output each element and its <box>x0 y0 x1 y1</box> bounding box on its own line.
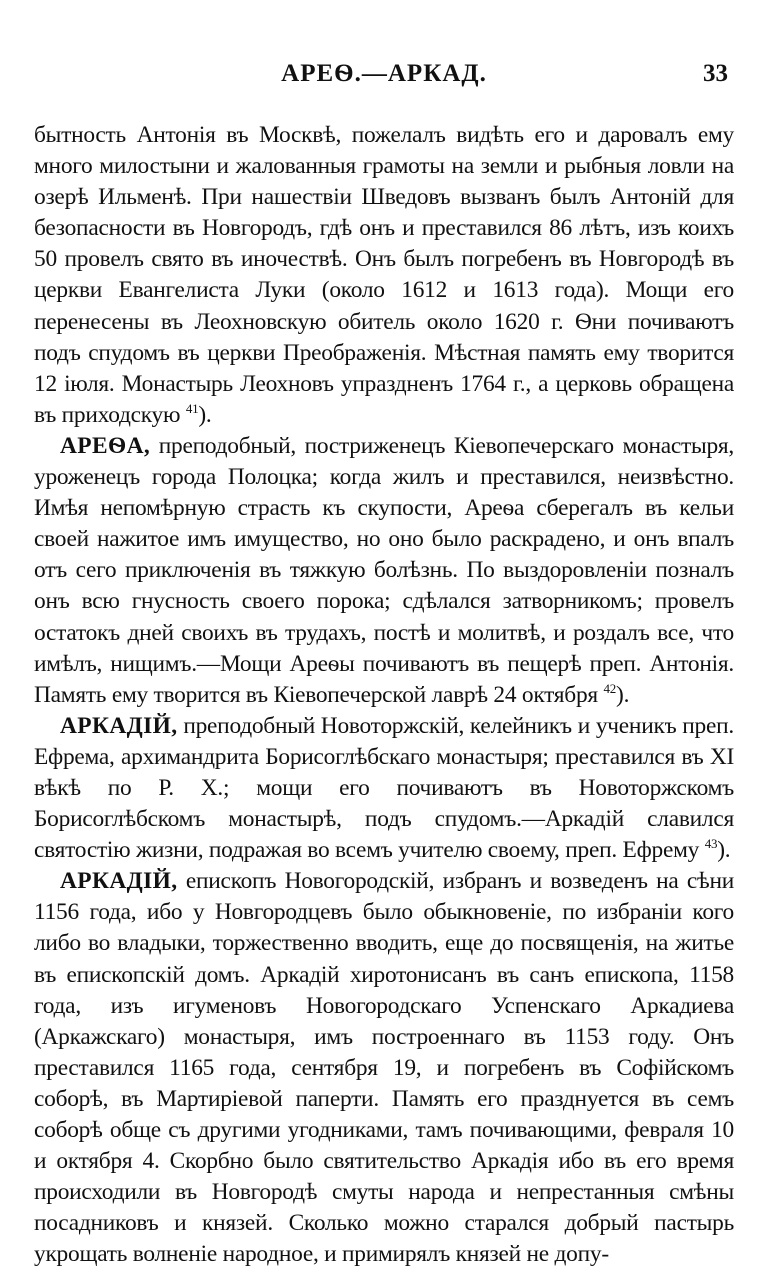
entry-headword: АРЕѲА, <box>60 432 151 459</box>
entry-headword: АРКАДІЙ, <box>60 712 178 739</box>
page-header <box>34 60 734 100</box>
entry-arefa <box>34 431 734 711</box>
entry-arkadiy-novotorzhsky <box>34 711 734 866</box>
footnote-ref: 41 <box>185 401 199 417</box>
running-title: АРЕѲ.—АРКАД. <box>281 60 487 87</box>
entry-tail: ). <box>198 401 212 428</box>
entry-text: преподобный Новоторжскій, келейникъ и ученикъ преп. Ефрема, архимандрита Борисоглѣбскаго монастыря; преставился въ XI вѣкѣ по Р. Х.; мощи его почиваютъ въ Новоторжскомъ Борисоглѣбскомъ монастырѣ, подъ спудомъ.—Аркадій славился святостію жизни, подражая во всемъ учителю своему, преп. Ефрему <box>34 712 734 864</box>
entry-arkadiy-bishop <box>34 866 734 1270</box>
entry-tail: ). <box>717 837 731 864</box>
entry-headword: АРКАДІЙ, <box>60 868 178 895</box>
footnote-ref: 42 <box>603 680 617 696</box>
entry-text: преподобный, постриженецъ Кіевопечерскаго монастыря, уроженецъ города Полоцка; когда жилъ и преставился, неизвѣстно. Имѣя непомѣрную страсть къ скупости, Ареѳа сберегалъ въ кельи своей нажитое имъ имущество, но оно было раскрадено, и онъ впалъ отъ сего приключенія въ тяжкую болѣзнь. По выздоровленіи позналъ онъ всю гнусность своего порока; сдѣлался затворникомъ; провелъ остатокъ дней своихъ въ трудахъ, постѣ и молитвѣ, и роздалъ все, что имѣлъ, нищимъ.—Мощи Ареѳы почиваютъ въ пещерѣ преп. Антонія. Память ему творится въ Кіевопечерской лаврѣ 24 октября <box>34 432 734 708</box>
entry-text: епископъ Новогородскій, избранъ и возведенъ на сѣни 1156 года, ибо у Новгородцевъ было обыкновеніе, по избраніи кого либо во владыки, торжественно вводить, еще до посвященія, на житье въ епископскій домъ. Аркадій хиротонисанъ въ санъ епископа, 1158 года, изъ игуменовъ Новогородскаго Успенскаго Аркадиева (Аркажскаго) монастыря, имъ построеннаго въ 1153 году. Онъ преставился 1165 года, сентября 19, и погребенъ въ Софійскомъ соборѣ, въ Мартиріевой паперти. Память его празднуется въ семъ соборѣ обще съ другими угодниками, тамъ почивающими, февраля 10 и октября 4. Скорбно было святительство Аркадія ибо въ его время происходили въ Новгородѣ смуты народа и непрестанныя смѣны посадниковъ и князей. Сколько можно старался добрый пастырь укрощать волненіе народное, и примирялъ князей не допу- <box>34 868 734 1268</box>
entry-tail: ). <box>616 681 630 708</box>
entry-text: бытность Антонія въ Москвѣ, пожелалъ видѣть его и даровалъ ему много милостыни и жалованныя грамоты на земли и рыбныя ловли на озерѣ Ильменѣ. При нашествіи Шведовъ вызванъ былъ Антоній для безопасности въ Новгородъ, гдѣ онъ и преставился 86 лѣтъ, изъ коихъ 50 провелъ свято въ иночествѣ. Онъ былъ погребенъ въ Новгородѣ въ церкви Евангелиста Луки (около 1612 и 1613 года). Мощи его перенесены въ Леохновскую обитель около 1620 г. Ѳни почиваютъ подъ спудомъ въ церкви Преображенія. Мѣстная память ему творится 12 іюля. Монастырь Леохновъ упраздненъ 1764 г., а церковь обращена въ приходскую <box>34 122 734 428</box>
footnote-ref: 43 <box>704 836 718 852</box>
page-number: 33 <box>703 60 728 87</box>
entry-continuation <box>34 120 734 431</box>
